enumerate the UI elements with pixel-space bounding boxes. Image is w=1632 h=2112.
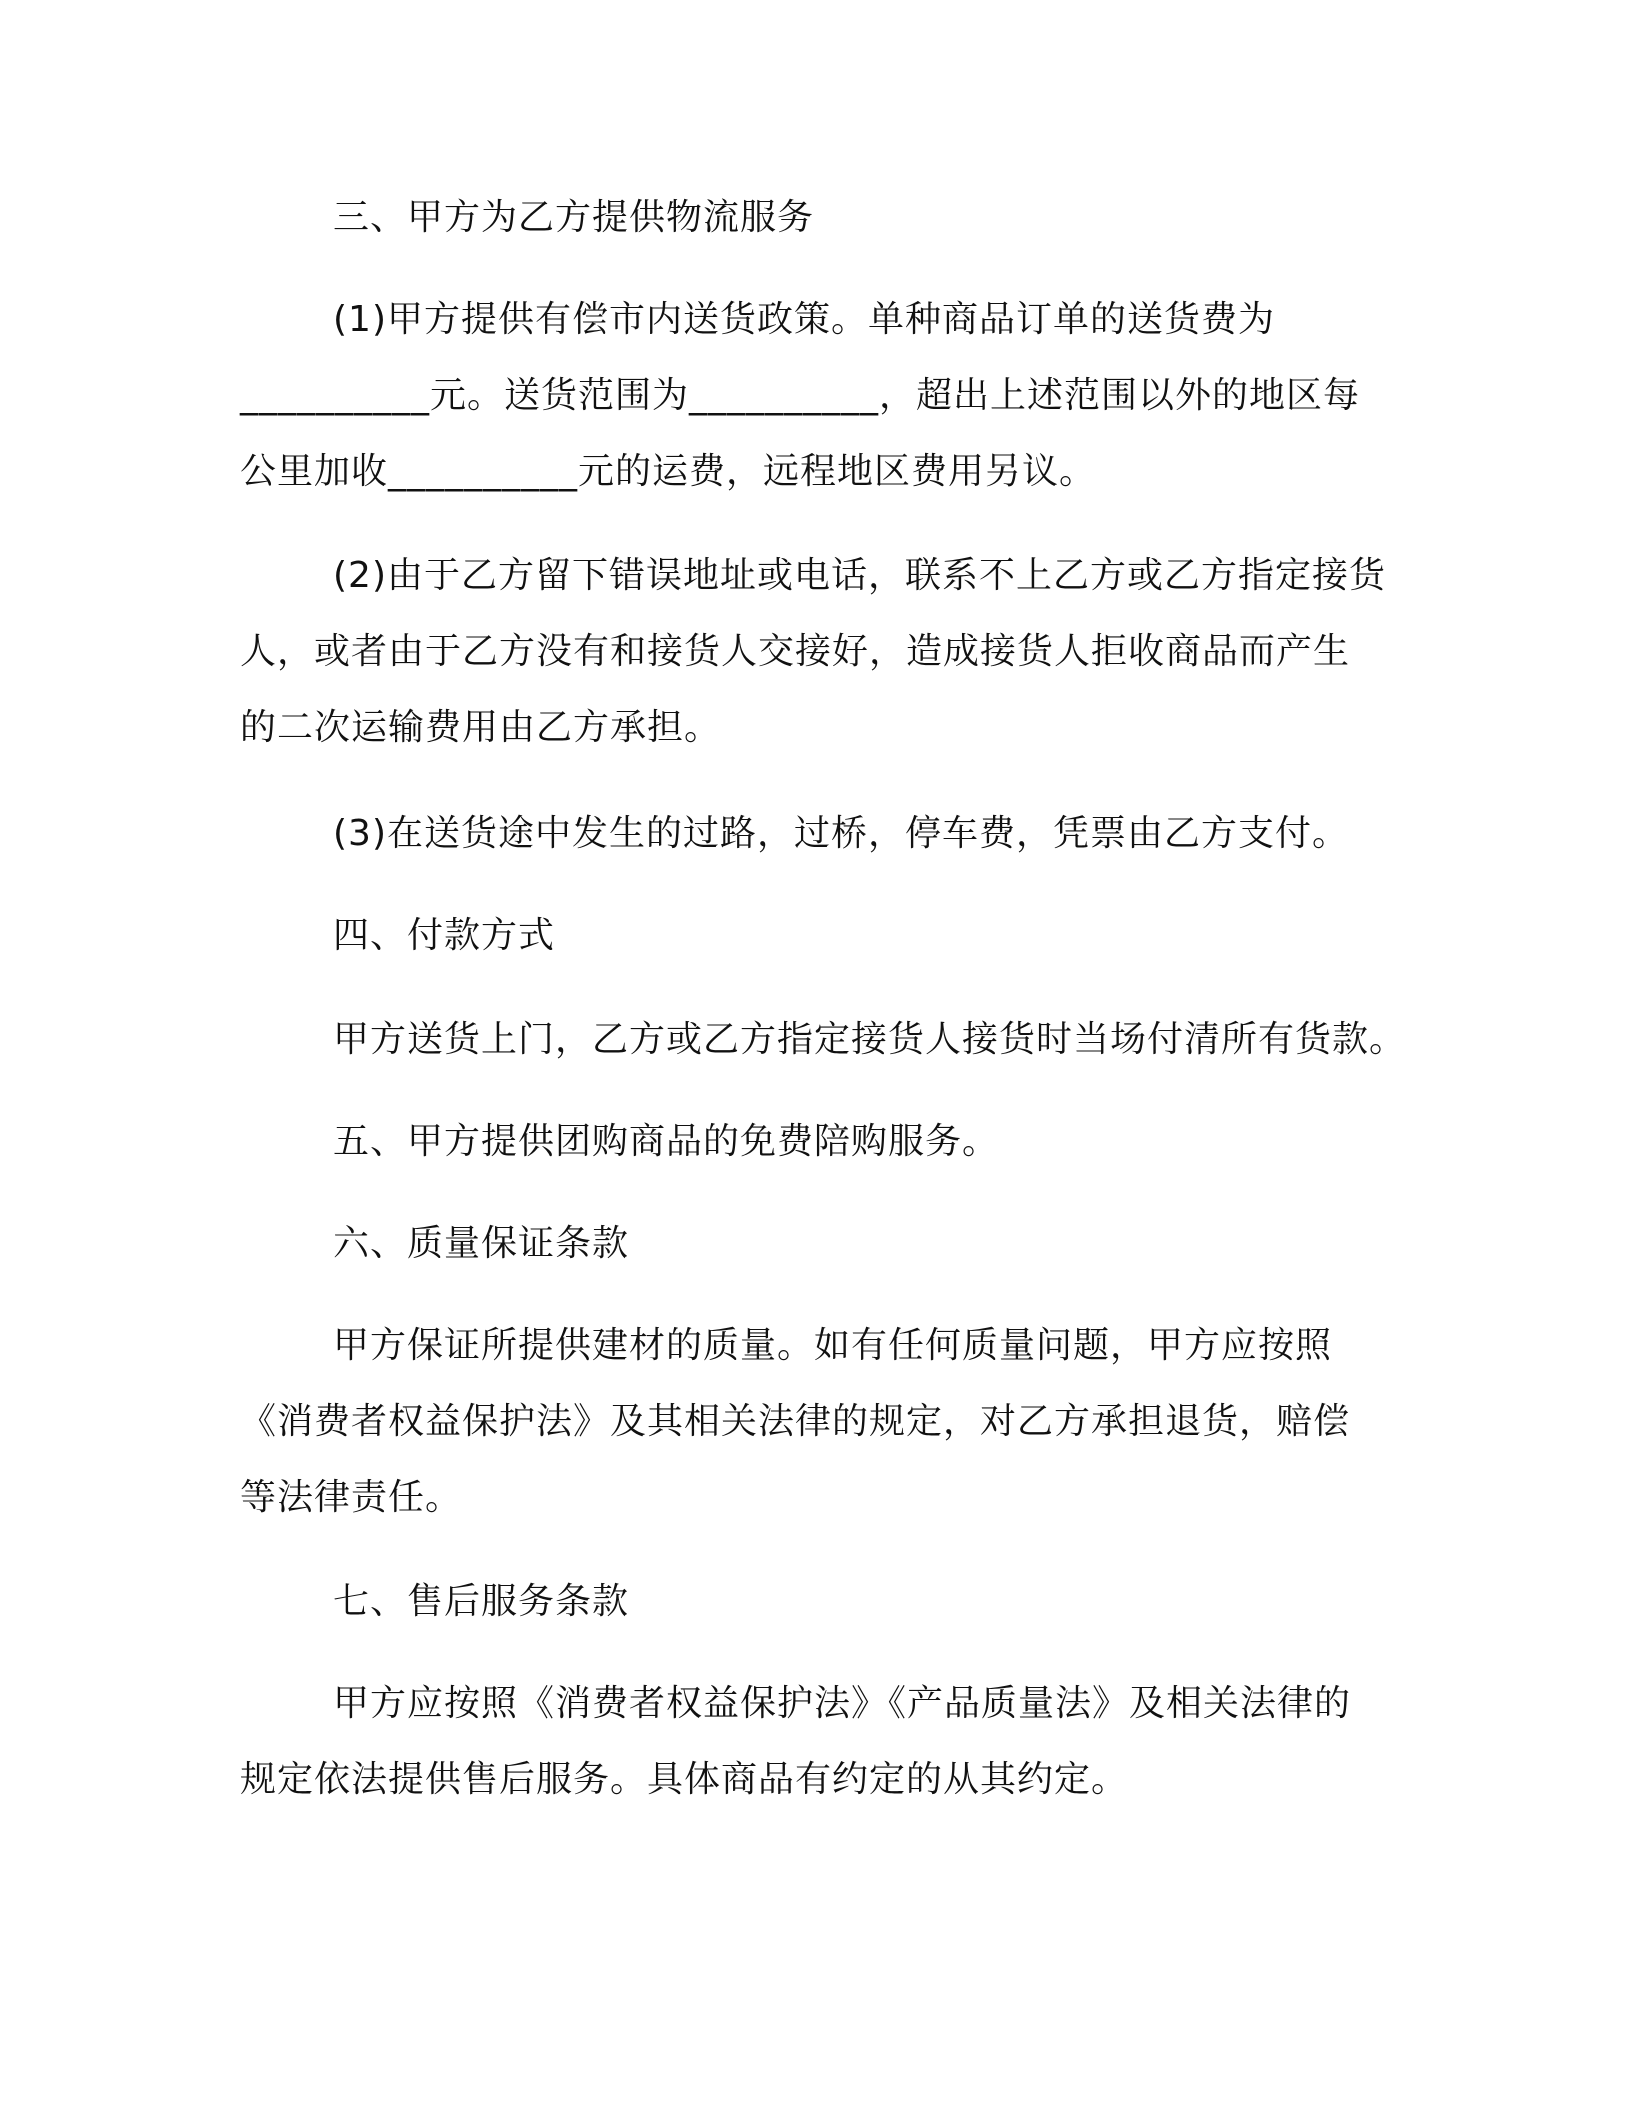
section-3-item-1-line-3: 公里加收__________元的运费，远程地区费用另议。	[240, 451, 1097, 492]
section-3-item-2-line-2: 人，或者由于乙方没有和接货人交接好，造成接货人拒收商品而产生	[240, 631, 1351, 672]
section-3-item-1-line-2: __________元。送货范围为__________，超出上述范围以外的地区每	[240, 375, 1361, 416]
section-3-item-1-line-1: (1)甲方提供有偿市内送货政策。单种商品订单的送货费为	[333, 299, 1275, 340]
section-6-line-1: 甲方保证所提供建材的质量。如有任何质量问题，甲方应按照	[333, 1325, 1333, 1366]
section-7-line-2: 规定依法提供售后服务。具体商品有约定的从其约定。	[240, 1759, 1129, 1800]
section-6-line-2: 《消费者权益保护法》及其相关法律的规定，对乙方承担退货，赔偿	[240, 1401, 1351, 1442]
section-5-heading: 五、甲方提供团购商品的免费陪购服务。	[333, 1121, 1000, 1162]
section-4-body: 甲方送货上门，乙方或乙方指定接货人接货时当场付清所有货款。	[333, 1019, 1407, 1060]
section-6-line-3: 等法律责任。	[240, 1477, 463, 1518]
section-7-line-1: 甲方应按照《消费者权益保护法》《产品质量法》及相关法律的	[333, 1683, 1352, 1724]
section-3-item-2-line-3: 的二次运输费用由乙方承担。	[240, 707, 722, 748]
section-3-item-2-line-1: (2)由于乙方留下错误地址或电话，联系不上乙方或乙方指定接货	[333, 555, 1386, 596]
section-4-heading: 四、付款方式	[333, 915, 556, 956]
section-7-heading: 七、售后服务条款	[333, 1581, 630, 1622]
section-3-item-3-line-1: (3)在送货途中发生的过路，过桥，停车费，凭票由乙方支付。	[333, 813, 1349, 854]
section-3-heading: 三、甲方为乙方提供物流服务	[333, 197, 815, 238]
section-6-heading: 六、质量保证条款	[333, 1223, 630, 1264]
